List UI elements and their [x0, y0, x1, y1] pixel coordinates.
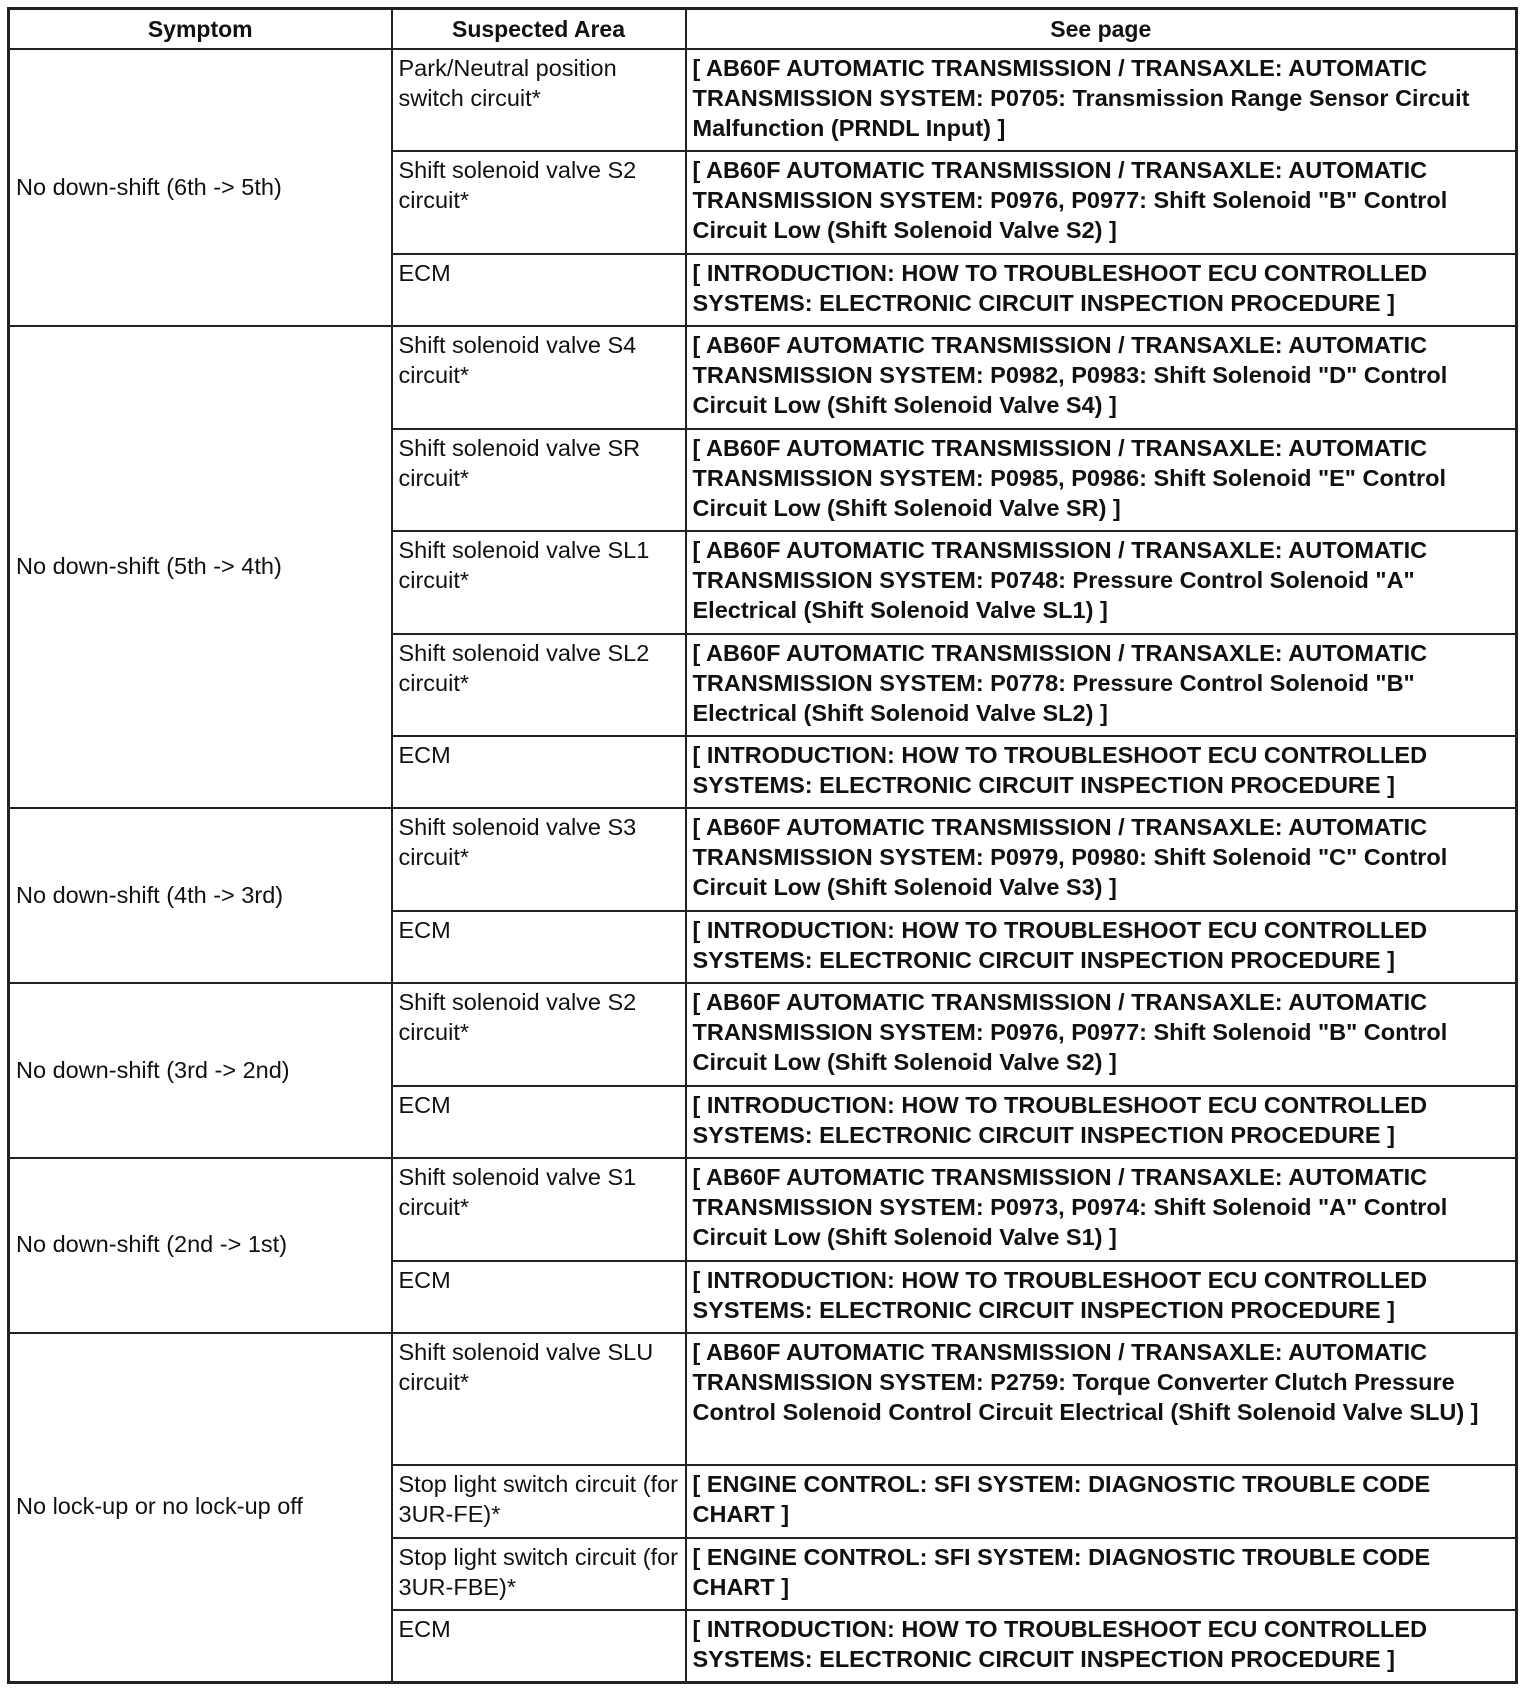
suspected-area-cell: Shift solenoid valve S2 circuit*: [392, 151, 686, 253]
suspected-area-cell: Shift solenoid valve S4 circuit*: [392, 326, 686, 428]
table-row: [9, 326, 1517, 428]
suspected-area-cell: Stop light switch circuit (for 3UR-FBE)*: [392, 1538, 686, 1610]
table-row: [9, 983, 1517, 1085]
header-suspected-area: Suspected Area: [392, 9, 686, 50]
see-page-link[interactable]: [ AB60F AUTOMATIC TRANSMISSION / TRANSAXLE: AUTOMATIC TRANSMISSION SYSTEM: P0973, P0974: Shift Solenoid "A" Control Circuit Low (Shift Solenoid Valve S1) ]: [686, 1158, 1517, 1260]
see-page-link[interactable]: [ AB60F AUTOMATIC TRANSMISSION / TRANSAXLE: AUTOMATIC TRANSMISSION SYSTEM: P0976, P0977: Shift Solenoid "B" Control Circuit Low (Shift Solenoid Valve S2) ]: [686, 983, 1517, 1085]
see-page-link[interactable]: [ AB60F AUTOMATIC TRANSMISSION / TRANSAXLE: AUTOMATIC TRANSMISSION SYSTEM: P2759: Torque Converter Clutch Pressure Control Solenoid Control Circuit Electrical (Shift Solenoid Valve SLU) ]: [686, 1333, 1517, 1466]
header-see-page: See page: [686, 9, 1517, 50]
see-page-link[interactable]: [ ENGINE CONTROL: SFI SYSTEM: DIAGNOSTIC TROUBLE CODE CHART ]: [686, 1538, 1517, 1610]
suspected-area-cell: Shift solenoid valve SL1 circuit*: [392, 531, 686, 633]
suspected-area-cell: ECM: [392, 254, 686, 326]
table-row: [9, 808, 1517, 910]
suspected-area-cell: Shift solenoid valve SL2 circuit*: [392, 634, 686, 736]
see-page-link[interactable]: [ INTRODUCTION: HOW TO TROUBLESHOOT ECU CONTROLLED SYSTEMS: ELECTRONIC CIRCUIT INSPECTION PROCEDURE ]: [686, 736, 1517, 808]
see-page-link[interactable]: [ INTRODUCTION: HOW TO TROUBLESHOOT ECU CONTROLLED SYSTEMS: ELECTRONIC CIRCUIT INSPECTION PROCEDURE ]: [686, 1610, 1517, 1682]
suspected-area-cell: ECM: [392, 1610, 686, 1682]
troubleshooting-table: [7, 7, 1518, 1684]
symptom-cell: No down-shift (3rd -> 2nd): [9, 983, 392, 1158]
see-page-link[interactable]: [ INTRODUCTION: HOW TO TROUBLESHOOT ECU CONTROLLED SYSTEMS: ELECTRONIC CIRCUIT INSPECTION PROCEDURE ]: [686, 911, 1517, 983]
see-page-link[interactable]: [ AB60F AUTOMATIC TRANSMISSION / TRANSAXLE: AUTOMATIC TRANSMISSION SYSTEM: P0748: Pressure Control Solenoid "A" Electrical (Shift Solenoid Valve SL1) ]: [686, 531, 1517, 633]
symptom-cell: No down-shift (6th -> 5th): [9, 49, 392, 326]
see-page-link[interactable]: [ AB60F AUTOMATIC TRANSMISSION / TRANSAXLE: AUTOMATIC TRANSMISSION SYSTEM: P0982, P0983: Shift Solenoid "D" Control Circuit Low (Shift Solenoid Valve S4) ]: [686, 326, 1517, 428]
see-page-link[interactable]: [ INTRODUCTION: HOW TO TROUBLESHOOT ECU CONTROLLED SYSTEMS: ELECTRONIC CIRCUIT INSPECTION PROCEDURE ]: [686, 254, 1517, 326]
symptom-cell: No down-shift (5th -> 4th): [9, 326, 392, 808]
header-row: [9, 9, 1517, 50]
suspected-area-cell: Shift solenoid valve S1 circuit*: [392, 1158, 686, 1260]
see-page-link[interactable]: [ ENGINE CONTROL: SFI SYSTEM: DIAGNOSTIC TROUBLE CODE CHART ]: [686, 1465, 1517, 1537]
see-page-link[interactable]: [ AB60F AUTOMATIC TRANSMISSION / TRANSAXLE: AUTOMATIC TRANSMISSION SYSTEM: P0778: Pressure Control Solenoid "B" Electrical (Shift Solenoid Valve SL2) ]: [686, 634, 1517, 736]
table-row: [9, 1158, 1517, 1260]
suspected-area-cell: ECM: [392, 1261, 686, 1333]
symptom-cell: No lock-up or no lock-up off: [9, 1333, 392, 1683]
table-row: [9, 1333, 1517, 1466]
see-page-link[interactable]: [ AB60F AUTOMATIC TRANSMISSION / TRANSAXLE: AUTOMATIC TRANSMISSION SYSTEM: P0985, P0986: Shift Solenoid "E" Control Circuit Low (Shift Solenoid Valve SR) ]: [686, 429, 1517, 531]
see-page-link[interactable]: [ INTRODUCTION: HOW TO TROUBLESHOOT ECU CONTROLLED SYSTEMS: ELECTRONIC CIRCUIT INSPECTION PROCEDURE ]: [686, 1261, 1517, 1333]
see-page-link[interactable]: [ AB60F AUTOMATIC TRANSMISSION / TRANSAXLE: AUTOMATIC TRANSMISSION SYSTEM: P0976, P0977: Shift Solenoid "B" Control Circuit Low (Shift Solenoid Valve S2) ]: [686, 151, 1517, 253]
suspected-area-cell: Shift solenoid valve S3 circuit*: [392, 808, 686, 910]
suspected-area-cell: ECM: [392, 1086, 686, 1158]
suspected-area-cell: ECM: [392, 736, 686, 808]
suspected-area-cell: Shift solenoid valve SLU circuit*: [392, 1333, 686, 1466]
symptom-cell: No down-shift (2nd -> 1st): [9, 1158, 392, 1333]
suspected-area-cell: Stop light switch circuit (for 3UR-FE)*: [392, 1465, 686, 1537]
see-page-link[interactable]: [ AB60F AUTOMATIC TRANSMISSION / TRANSAXLE: AUTOMATIC TRANSMISSION SYSTEM: P0705: Transmission Range Sensor Circuit Malfunction (PRNDL Input) ]: [686, 49, 1517, 151]
symptom-cell: No down-shift (4th -> 3rd): [9, 808, 392, 983]
table-row: [9, 49, 1517, 151]
header-symptom: Symptom: [9, 9, 392, 50]
suspected-area-cell: Shift solenoid valve S2 circuit*: [392, 983, 686, 1085]
see-page-link[interactable]: [ INTRODUCTION: HOW TO TROUBLESHOOT ECU CONTROLLED SYSTEMS: ELECTRONIC CIRCUIT INSPECTION PROCEDURE ]: [686, 1086, 1517, 1158]
suspected-area-cell: ECM: [392, 911, 686, 983]
suspected-area-cell: Shift solenoid valve SR circuit*: [392, 429, 686, 531]
see-page-link[interactable]: [ AB60F AUTOMATIC TRANSMISSION / TRANSAXLE: AUTOMATIC TRANSMISSION SYSTEM: P0979, P0980: Shift Solenoid "C" Control Circuit Low (Shift Solenoid Valve S3) ]: [686, 808, 1517, 910]
suspected-area-cell: Park/Neutral position switch circuit*: [392, 49, 686, 151]
